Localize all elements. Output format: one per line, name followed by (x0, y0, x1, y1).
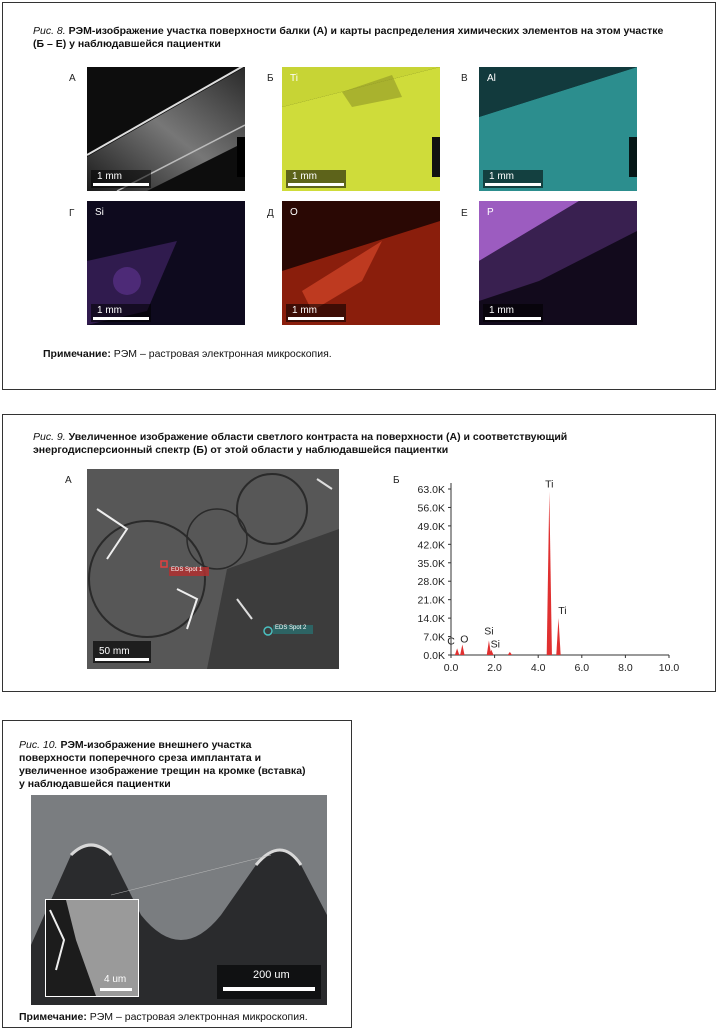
sem-image-surface (87, 469, 339, 669)
y-tick-label: 63.0K (417, 484, 445, 496)
peak-label: Ti (545, 478, 554, 491)
eds-spot-1-label: EDS Spot 1 (171, 567, 203, 573)
y-tick-label: 0.0K (423, 650, 445, 662)
x-tick-label: 10.0 (658, 662, 680, 674)
panel-letter-a: А (69, 73, 76, 84)
panel-letter-b: Б (393, 475, 400, 486)
spectrum-peak (455, 648, 459, 655)
scale-bar: 200 um (217, 965, 321, 999)
spectrum-peak (460, 644, 464, 655)
panel-letter-e: Е (461, 208, 468, 219)
x-tick-label: 2.0 (487, 662, 502, 674)
scale-bar: 1 mm (288, 305, 344, 320)
scale-bar: 1 mm (485, 305, 541, 320)
y-tick-label: 56.0K (417, 502, 445, 515)
scale-bar: 1 mm (288, 171, 344, 186)
y-tick-label: 49.0K (417, 520, 445, 533)
x-tick-label: 4.0 (530, 662, 546, 674)
element-map-p (479, 201, 637, 325)
peak-label: Si (490, 638, 501, 651)
figure-8-note: Примечание: РЭМ – растровая электронная микроскопия. (43, 348, 332, 360)
panel-letter-a: А (65, 475, 72, 486)
element-label: Ti (290, 73, 298, 84)
panel-letter-g: Г (69, 208, 75, 219)
figure-8 (2, 2, 716, 390)
element-map-si (87, 201, 245, 325)
peak-label: Si (484, 625, 494, 638)
sem-image-panel-a (87, 67, 245, 191)
y-tick-label: 14.0K (417, 613, 445, 626)
element-label: Si (95, 207, 104, 218)
spectrum-peak (556, 618, 560, 655)
y-tick-label: 35.0K (417, 557, 445, 570)
eds-spot-2-label: EDS Spot 2 (275, 625, 307, 631)
figure-10 (2, 720, 352, 1028)
spectrum-peak (508, 652, 512, 655)
figure-9 (2, 414, 716, 692)
scale-bar: 1 mm (93, 171, 149, 186)
panel-letter-b: Б (267, 73, 274, 84)
scale-bar: 50 mm (95, 646, 149, 661)
element-label: P (487, 207, 494, 218)
element-label: Al (487, 73, 496, 84)
scale-bar: 1 mm (93, 305, 149, 320)
figure-8-caption: Рис. 8. РЭМ-изображение участка поверхности балки (А) и карты распределения химических элементов на этом участке (Б – Е) у наблюдавшейся пациентки (33, 25, 664, 50)
x-tick-label: 8.0 (618, 662, 633, 674)
inset-image (45, 899, 139, 997)
element-label: O (290, 207, 298, 218)
panel-letter-v: В (461, 73, 468, 84)
x-tick-label: 0.0 (443, 662, 459, 674)
eds-spectrum-chart (399, 469, 689, 679)
y-tick-label: 21.0K (417, 594, 445, 607)
inset-scale-label: 4 um (104, 974, 127, 985)
peak-label: O (460, 633, 469, 646)
spectrum-peak (547, 492, 552, 655)
element-map-o (282, 201, 440, 325)
y-tick-label: 28.0K (417, 576, 445, 589)
figure-10-note: Примечание: РЭМ – растровая электронная микроскопия. (19, 1011, 308, 1023)
peak-label: C (447, 635, 455, 648)
element-map-ti (282, 67, 440, 191)
y-tick-label: 42.0K (417, 539, 445, 552)
figure-9-caption: Рис. 9. Увеличенное изображение области светлого контраста на поверхности (А) и соответствующий энергодисперсионный спектр (Б) от этой области у наблюдавшейся пациентки (33, 431, 568, 456)
element-map-al (479, 67, 637, 191)
figure-10-caption: Рис. 10. РЭМ-изображение внешнего участка поверхности поперечного среза имплантата и увеличенное изображение трещин на кромке (вставка) у наблюдавшейся пациентки (19, 739, 306, 790)
scale-bar: 1 mm (485, 171, 541, 186)
panel-letter-d: Д (267, 208, 274, 219)
x-tick-label: 6.0 (574, 662, 590, 674)
peak-label: Ti (558, 605, 567, 618)
y-tick-label: 7.0K (423, 631, 445, 644)
sem-image-cross-section (31, 795, 327, 1005)
